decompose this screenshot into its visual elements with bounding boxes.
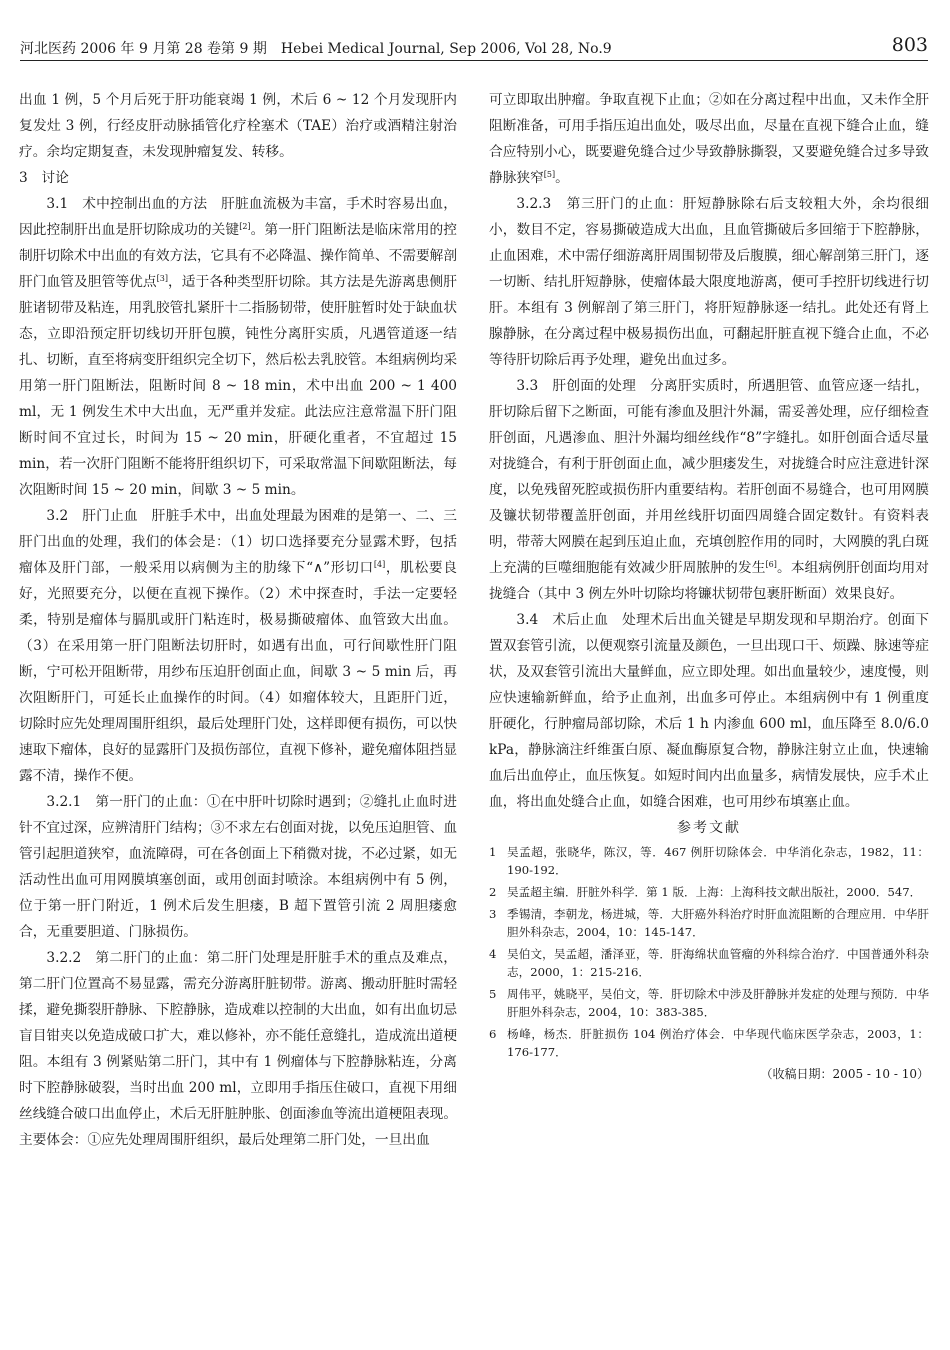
journal-info: 河北医药 2006 年 9 月第 28 卷第 9 期 Hebei Medical Journal, Sep 2006, Vol 28, No.9 <box>20 41 612 57</box>
citation-marker: [5] <box>543 170 556 179</box>
reference-item <box>489 843 929 879</box>
reference-number: 5 <box>489 987 497 1001</box>
paragraph-text: ，肌松要良好，光照要充分，以便在直视下操作。（2）术中探查时，手法一定要轻柔，特别是瘤体与膈肌或肝门粘连时，极易撕破瘤体、血管致大出血。（3）在采用第一肝门阻断法切肝时，如遇有出血，可行间歇性肝门阻断，宁可松开阻断带，用纱布压迫肝创面止血，间歇 3 ~ 5 min 后，再次阻断肝门，可延长止血操作的时间。（4）如瘤体较大，且距肝门近，切除时应先处理周围肝组织，最后处理肝门处，这样即便有损伤，可以快速取下瘤体，良好的显露肝门及损伤部位，直视下修补，避免瘤体阻挡显露不清，操作不便。 <box>19 560 458 784</box>
reference-number: 1 <box>489 845 497 859</box>
paragraph <box>489 191 929 373</box>
reference-item <box>489 1025 929 1061</box>
references-title: 参考文献 <box>677 820 741 836</box>
paragraph <box>19 789 457 945</box>
citation-marker: [2] <box>239 222 251 231</box>
reference-text: 吴孟超主编．肝脏外科学．第 1 版．上海：上海科技文献出版社，2000．547． <box>507 885 922 899</box>
paragraph-text: 3.2.1 第一肝门的止血：①在中肝叶切除时遇到；②缝扎止血时进针不宜过深，应辨清肝门结构；③不求左右创面对拢，以免压迫胆管、血管引起胆道狭窄，血流障碍，可在各创面上下稍微对拢，不必过紧，如无活动性出血可用网膜填塞创面，或用创面封喷涂。本组病例中有 5 例，位于第一肝门附近，1 例术后发生胆瘘，B 超下置管引流 2 周胆瘘愈合，无重要胆道、门脉损伤。 <box>19 794 458 940</box>
paragraph-text: 3 讨论 <box>19 170 69 186</box>
reference-number: 6 <box>489 1027 497 1041</box>
reference-text: 吴孟超，张晓华，陈汉，等．467 例肝切除体会．中华消化杂志，1982，11：190-192． <box>507 845 929 877</box>
paragraph-text: 。 <box>555 170 569 186</box>
page-number: 803 <box>891 34 928 56</box>
right-column-body <box>489 87 929 815</box>
reference-number: 4 <box>489 947 497 961</box>
running-header <box>20 30 928 58</box>
paragraph <box>19 87 457 165</box>
right-column <box>489 87 929 1083</box>
reference-number: 3 <box>489 907 497 921</box>
paragraph-text: 出血 1 例，5 个月后死于肝功能衰竭 1 例，术后 6 ~ 12 个月发现肝内复发灶 3 例，行经皮肝动脉插管化疗栓塞术（TAE）治疗或酒精注射治疗。余均定期复查，未发现肿瘤复发、转移。 <box>19 92 457 160</box>
paragraph-text: 3.2.3 第三肝门的止血：肝短静脉除右后支较粗大外，余均很细小，数目不定，容易撕破造成大出血，且血管撕破后多回缩于下腔静脉，止血困难，术中需仔细游离肝周围韧带及后腹膜，细心解剖第三肝门，逐一切断、结扎肝短静脉，使瘤体最大限度地游离，便可手控肝切线进行切肝。本组有 3 例解剖了第三肝门，将肝短静脉逐一结扎。此处还有肾上腺静脉，在分离过程中极易损伤出血，可翻起肝脏直视下缝合止血，不必等待肝切除后再予处理，避免出血过多。 <box>489 196 929 368</box>
paragraph <box>489 87 929 191</box>
paragraph-text: 3.3 肝创面的处理 分离肝实质时，所遇胆管、血管应逐一结扎，肝切除后留下之断面，可能有渗血及胆汁外漏，需妥善处理，应仔细检查肝创面，凡遇渗血、胆汁外漏均细丝线作“8”字缝扎。如肝创面合适尽量对拢缝合，有利于肝创面止血，减少胆瘘发生，对拢缝合时应注意进针深度，以免残留死腔或损伤肝内重要结构。若肝创面不易缝合，也可用网膜及镰状韧带覆盖肝创面，并用丝线肝切面四周缝合固定数针。有资料表明，带蒂大网膜在起到压迫止血，充填创腔作用的同时，大网膜的乳白斑上充满的巨噬细胞能有效减少肝周脓肿的发生 <box>489 378 929 576</box>
reference-text: 季锡清，李朝龙，杨进城，等．大肝癌外科治疗时肝血流阻断的合理应用．中华肝胆外科杂志，2004，10：145-147． <box>507 907 929 939</box>
paragraph-text: 3.1 术中控制出血的方法 肝脏血流极为丰富，手术时容易出血，因此控制肝出血是肝切除成功的关键 <box>19 196 457 238</box>
citation-marker: [4] <box>373 560 386 569</box>
paragraph <box>19 191 457 503</box>
paragraph-text: ，适于各种类型肝切除。其方法是先游离患侧肝脏诸韧带及粘连，用乳胶管扎紧肝十二指肠韧带，使肝脏暂时处于缺血状态，立即沿预定肝切线切开肝包膜，钝性分离肝实质，凡遇管道逐一结扎、切断，直至将病变肝组织完全切下，然后松去乳胶管。本组病例均采用第一肝门阻断法，阻断时间 8 ~ 18 min，术中出血 200 ~ 1 400 ml，无 1 例发生术中大出血，无严重并发症。此法应注意常温下肝门阻断时间不宜过长，时间为 15 ~ 20 min，肝硬化重者，不宜超过 15 min，若一次肝门阻断不能将肝组织切下，可采取常温下间歇阻断法，每次阻断时间 15 ~ 20 min，间歇 3 ~ 5 min。 <box>19 274 458 498</box>
header-rule <box>20 60 928 61</box>
paragraph <box>489 373 929 607</box>
paragraph-text: 3.2 肝门止血 肝脏手术中，出血处理最为困难的是第一、二、三肝门出血的处理，我们的体会是：（1）切口选择要充分显露术野，包括瘤体及肝门部，一般采用以病侧为主的肋缘下“∧”形切口 <box>19 508 457 576</box>
reference-item <box>489 985 929 1021</box>
section-heading <box>19 165 457 191</box>
citation-marker: [6] <box>765 560 777 569</box>
reference-text: 周伟平，姚晓平，吴伯文，等．肝切除术中涉及肝静脉并发症的处理与预防．中华肝胆外科杂志，2004，10：383-385． <box>507 987 929 1019</box>
paragraph <box>19 503 457 789</box>
paragraph-text: 3.4 术后止血 处理术后出血关键是早期发现和早期治疗。创面下置双套管引流，以便观察引流量及颜色，一旦出现口干、烦躁、脉速等症状，及双套管引流出大量鲜血，应立即处理。如出血量较少，速度慢，则应快速输新鲜血，给予止血剂，出血多可停止。本组病例中有 1 例重度肝硬化，行肿瘤局部切除，术后 1 h 内渗血 600 ml，血压降至 8.0/6.0 kPa，静脉滴注纤维蛋白原、凝血酶原复合物，静脉注射立止血，快速输血后出血停止，血压恢复。如短时间内出血量多，病情发展快，应手术止血，将出血处缝合止血，如缝合困难，也可用纱布填塞止血。 <box>489 612 929 810</box>
paragraph <box>489 607 929 815</box>
paragraph-text: 可立即取出肿瘤。争取直视下止血；②如在分离过程中出血，又未作全肝阻断准备，可用手指压迫出血处，吸尽出血，尽量在直视下缝合止血，缝合应特别小心，既要避免缝合过少导致静脉撕裂，又要避免缝合过多导致静脉狭窄 <box>489 92 929 186</box>
paragraph <box>19 945 457 1153</box>
reference-list <box>489 843 929 1061</box>
paragraph-text: 3.2.2 第二肝门的止血：第二肝门处理是肝脏手术的重点及难点，第二肝门位置高不易显露，需充分游离肝脏韧带。游离、搬动肝脏时需轻揉，避免撕裂肝静脉、下腔静脉，造成难以控制的大出血，如有出血切忌盲目钳夹以免造成破口扩大，难以修补，亦不能任意缝扎，造成流出道梗阻。本组有 3 例紧贴第二肝门，其中有 1 例瘤体与下腔静脉粘连，分离时下腔静脉破裂，当时出血 200 ml，立即用手指压住破口，直视下用细丝线缝合破口出血停止，术后无肝脏肿胀、创面渗血等流出道梗阻表现。主要体会：①应先处理周围肝组织，最后处理第二肝门处，一旦出血 <box>19 950 458 1148</box>
paragraph-text: 。第一肝门阻断法是临床常用的控制肝切除术中出血的有效方法，它具有不必降温、操作简单、不需要解剖肝门血管及胆管等优点 <box>19 222 458 290</box>
received-date: （收稿日期：2005 - 10 - 10） <box>760 1067 929 1081</box>
reference-text: 吴伯文，吴孟超，潘泽亚，等．肝海绵状血管瘤的外科综合治疗．中国普通外科杂志，2000，1：215-216． <box>507 947 929 979</box>
left-column <box>19 87 457 1153</box>
reference-number: 2 <box>489 885 497 899</box>
reference-item <box>489 905 929 941</box>
reference-text: 杨峰，杨杰．肝脏损伤 104 例治疗体会．中华现代临床医学杂志，2003，1：176-177． <box>507 1027 929 1059</box>
reference-item <box>489 883 929 901</box>
paragraph-text: 。本组病例肝创面均用对拢缝合（其中 3 例左外叶切除均将镰状韧带包裹肝断面）效果良好。 <box>489 560 929 602</box>
citation-marker: [3] <box>156 274 168 283</box>
reference-item <box>489 945 929 981</box>
